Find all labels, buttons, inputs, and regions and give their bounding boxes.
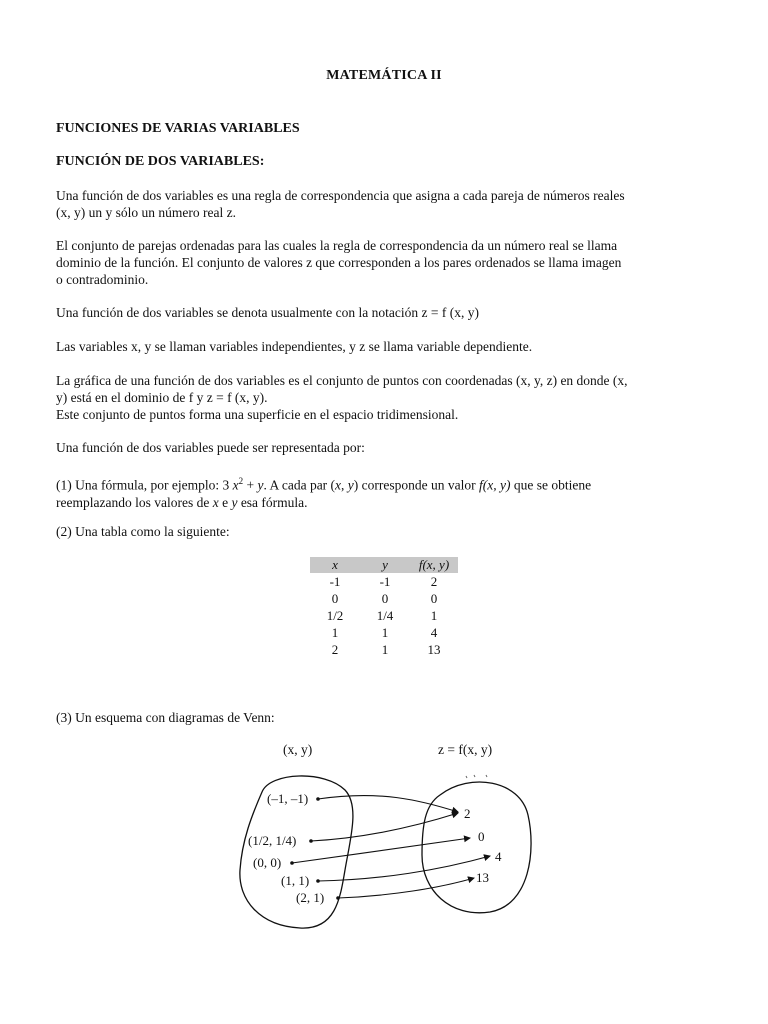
paragraph-line: Una función de dos variables es una regla de correspondencia que asigna a cada pareja de números reales	[56, 188, 625, 203]
paragraph-line: y) está en el dominio de f y z = f (x, y).	[56, 390, 268, 405]
text-fragment: x	[335, 477, 342, 493]
text-fragment: que se obtiene	[510, 477, 592, 493]
subsection-heading: FUNCIÓN DE DOS VARIABLES:	[56, 154, 265, 169]
text-fragment: esa fórmula.	[237, 494, 308, 510]
paragraph-line: Una función de dos variables se denota usualmente con la notación z = f (x, y)	[56, 305, 479, 320]
text-fragment: e	[218, 494, 232, 510]
domain-point-label: (1/2, 1/4)	[248, 833, 297, 848]
paragraph-line: El conjunto de parejas ordenadas para las cuales la regla de correspondencia da un número real se llama	[56, 238, 618, 253]
range-point-label: 13	[476, 870, 489, 885]
text-fragment: ) corresponde un valor	[353, 477, 480, 493]
paragraph-line: (3) Un esquema con diagramas de Venn:	[56, 710, 275, 725]
range-point-label: 4	[495, 849, 502, 864]
venn-domain-label: (x, y)	[283, 742, 313, 757]
range-point-label: 0	[478, 829, 485, 844]
text-fragment: reemplazando los valores de	[56, 494, 213, 510]
stray-marks	[466, 775, 487, 778]
table-header: x	[310, 557, 360, 573]
paragraph-line: o contradominio.	[56, 272, 149, 287]
table-header: f(x, y)	[410, 557, 458, 573]
text-fragment: . A cada par (	[263, 477, 336, 493]
range-set-outline	[422, 782, 531, 913]
domain-point-label: (0, 0)	[253, 855, 282, 870]
text-fragment: (1) Una fórmula, por ejemplo: 3	[56, 477, 233, 493]
text-fragment: y	[257, 477, 264, 493]
venn-range-label: z = f(x, y)	[438, 742, 493, 757]
table-cell: 0	[430, 590, 438, 606]
table-cell: 1	[381, 641, 389, 657]
table-cell: -1	[379, 573, 391, 589]
paragraph-line: (x, y) un y sólo un número real z.	[56, 205, 236, 220]
table-cell: 4	[430, 624, 438, 640]
table-header: y	[360, 557, 410, 573]
table-cell: -1	[329, 573, 341, 589]
paragraph-line: La gráfica de una función de dos variables es el conjunto de puntos con coordenadas (x, y, z) en donde (x,	[56, 373, 628, 388]
domain-point-label: (–1, –1)	[267, 791, 309, 806]
table-cell: 1/2	[326, 607, 344, 623]
table-cell: 0	[331, 590, 339, 606]
domain-point-label: (1, 1)	[281, 873, 310, 888]
text-fragment: x	[212, 494, 219, 510]
exponent: 2	[238, 476, 244, 486]
text-fragment: ,	[341, 477, 348, 493]
section-heading: FUNCIONES DE VARIAS VARIABLES	[56, 121, 300, 136]
table-cell: 1/4	[376, 607, 394, 623]
table-cell: 13	[427, 641, 441, 657]
table-cell: 0	[381, 590, 389, 606]
page-title: MATEMÁTICA II	[326, 68, 442, 83]
range-point-label: 2	[464, 806, 471, 821]
table-cell: 1	[381, 624, 389, 640]
paragraph-line: dominio de la función. El conjunto de valores z que corresponden a los pares ordenados se llama imagen	[56, 255, 622, 270]
text-fragment: +	[243, 477, 258, 493]
paragraph-line: Las variables x, y se llaman variables independientes, y z se llama variable dependiente.	[56, 339, 533, 354]
table-cell: 2	[331, 641, 339, 657]
text-fragment: x	[232, 477, 239, 493]
table-cell: 1	[430, 607, 438, 623]
text-fragment: y	[231, 494, 238, 510]
table-cell: 1	[331, 624, 339, 640]
paragraph-line: Este conjunto de puntos forma una superficie en el espacio tridimensional.	[56, 407, 459, 422]
paragraph-line: (2) Una tabla como la siguiente:	[56, 524, 230, 539]
paragraph-line: Una función de dos variables puede ser representada por:	[56, 440, 365, 455]
mapping-arrow	[311, 813, 458, 841]
mapping-arrow	[292, 838, 470, 863]
text-fragment: f(x, y)	[479, 477, 511, 493]
table-cell: 2	[430, 573, 438, 589]
domain-point-label: (2, 1)	[296, 890, 325, 905]
text-fragment: y	[347, 477, 354, 493]
mapping-arrow	[338, 878, 474, 898]
